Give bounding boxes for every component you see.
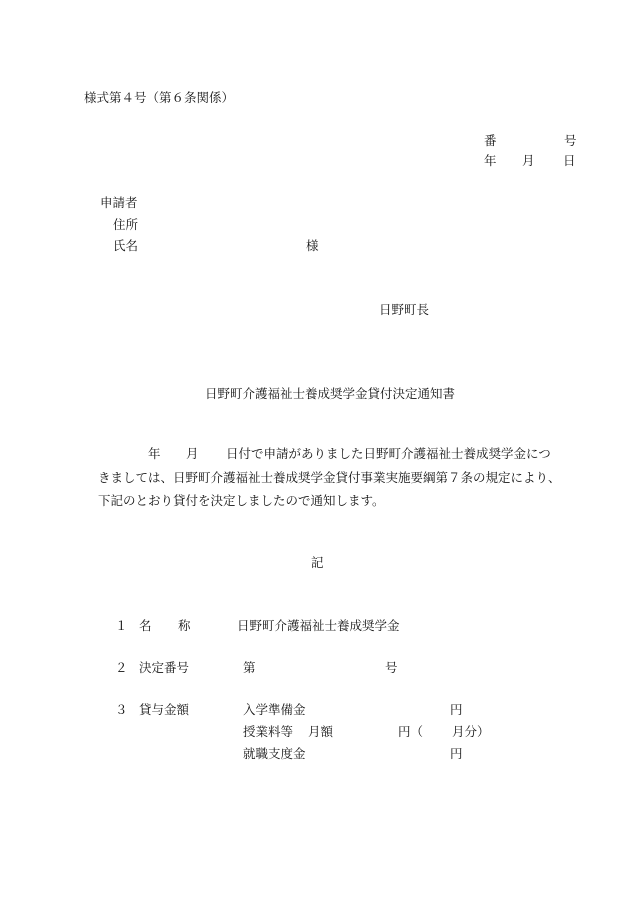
date-day-label: 日: [563, 153, 576, 168]
body-year-label: 年: [148, 446, 161, 461]
item-3-nyugaku-yen: 円: [450, 702, 463, 717]
item-3-number: ３: [115, 702, 128, 717]
item-3-nyugaku: 入学準備金: [243, 702, 306, 717]
date-year-label: 年: [484, 153, 497, 168]
date-month-label: 月: [522, 153, 535, 168]
item-3-yen-open: 円（: [398, 724, 424, 739]
item-1-label-a: 名: [139, 618, 152, 633]
address-label: 住所: [113, 217, 139, 232]
item-2-dai: 第: [243, 660, 256, 675]
number-go-label: 号: [564, 133, 577, 148]
form-number-label: 様式第４号（第６条関係）: [84, 90, 235, 105]
item-3-getsugaku: 月額: [308, 724, 334, 739]
body-text-line-1: 日付で申請がありました日野町介護福祉士養成奨学金につ: [226, 446, 551, 461]
item-3-shushoku-yen: 円: [450, 746, 463, 761]
item-1-number: １: [115, 618, 128, 633]
item-3-label: 貸与金額: [139, 702, 190, 717]
item-3-tsukibun: 月分）: [452, 724, 490, 739]
body-text-line-3: 下記のとおり貸付を決定しましたので通知します。: [98, 493, 385, 508]
name-label: 氏名: [113, 238, 139, 253]
ki-heading: 記: [311, 555, 324, 570]
honorific-sama: 様: [306, 238, 319, 253]
number-ban-label: 番: [484, 133, 497, 148]
applicant-label: 申請者: [100, 195, 138, 210]
item-2-number: ２: [115, 660, 128, 675]
body-month-label: 月: [186, 446, 199, 461]
sender-mayor: 日野町長: [379, 302, 430, 317]
item-2-label: 決定番号: [139, 660, 190, 675]
document-title: 日野町介護福祉士養成奨学金貸付決定通知書: [205, 386, 456, 401]
item-1-value: 日野町介護福祉士養成奨学金: [237, 618, 400, 633]
item-1-label-b: 称: [178, 618, 191, 633]
body-text-line-2: きましては、日野町介護福祉士養成奨学金貸付事業実施要綱第７条の規定により、: [98, 470, 561, 485]
item-3-shushoku: 就職支度金: [243, 746, 306, 761]
item-2-go: 号: [385, 660, 398, 675]
item-3-jugyo: 授業料等: [243, 724, 294, 739]
